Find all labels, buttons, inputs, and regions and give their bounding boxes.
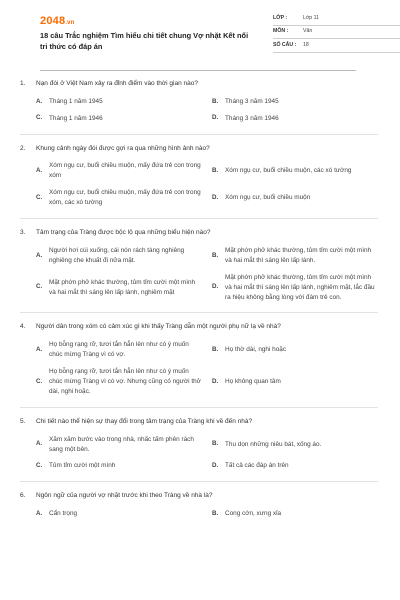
- option-text: Cong cớn, xưng xỉa: [225, 510, 282, 518]
- option-letter: B.: [212, 167, 219, 175]
- option-a[interactable]: [36, 509, 202, 519]
- question-head: [20, 418, 378, 427]
- option-text: Tất cả các đáp án trên: [225, 462, 289, 470]
- question-divider: [20, 407, 378, 408]
- question-2: [20, 145, 378, 208]
- option-letter: A.: [36, 97, 43, 105]
- option-letter: C.: [36, 114, 43, 122]
- option-letter: C.: [36, 193, 43, 201]
- option-d[interactable]: [212, 273, 378, 303]
- question-text: Tâm trạng của Tràng được bộc lộ qua những biểu hiện nào?: [36, 229, 211, 237]
- option-letter: C.: [36, 377, 43, 385]
- option-text: Xóm ngụ cư, buổi chiều muộn, mấy đứa trẻ con trong xóm, các xó tường: [49, 189, 201, 207]
- question-head: [20, 80, 378, 89]
- option-a[interactable]: [36, 246, 202, 266]
- meta-row-class: [273, 12, 400, 26]
- option-letter: B.: [212, 97, 219, 105]
- option-b[interactable]: [212, 161, 378, 181]
- option-text: Xóm ngụ cư, buổi chiều muộn, mấy đứa trẻ con trong xóm: [49, 162, 201, 180]
- option-letter: A.: [36, 167, 43, 175]
- meta-value: 18: [303, 41, 309, 48]
- option-text: Cẩn trọng: [49, 510, 78, 518]
- meta-label: MÔN :: [273, 28, 289, 35]
- question-number: 5.: [20, 417, 26, 425]
- meta-row-count: [273, 39, 400, 53]
- option-text: Tháng 3 năm 1945: [225, 97, 279, 105]
- question-5: [20, 418, 378, 472]
- option-b[interactable]: [212, 97, 378, 107]
- option-c[interactable]: [36, 273, 202, 303]
- logo-main: 2048: [40, 15, 66, 27]
- option-text: Họ bỗng rạng rỡ, tươi tắn hẳn lên như có ý muốn chúc mừng Tràng vì có vợ. Nhưng cũng có người thở dài, nghi hoặc.: [49, 368, 201, 395]
- option-letter: B.: [212, 251, 219, 259]
- option-letter: D.: [212, 462, 219, 470]
- question-head: [20, 145, 378, 154]
- question-3: [20, 229, 378, 302]
- answer-options: [20, 509, 378, 519]
- meta-value: Văn: [303, 28, 313, 35]
- question-number: 3.: [20, 229, 26, 237]
- question-number: 1.: [20, 80, 26, 87]
- option-text: Người hơi cúi xuống, cái nón rách tàng nghiêng nghiêng che khuất đi nửa mặt.: [49, 246, 185, 264]
- option-text: Mặt phớn phở khác thường, tủm tỉm cười một mình và hai mắt thì sáng lên lấp lánh, nghiêm mặt: [49, 278, 196, 296]
- option-text: Mặt phớn phở khác thường, tủm tỉm cười một mình và hai mắt thì sáng lên lấp lánh.: [225, 246, 372, 264]
- question-divider: [20, 218, 378, 219]
- option-c[interactable]: [36, 367, 202, 397]
- meta-label: LỚP :: [273, 14, 288, 21]
- option-a[interactable]: [36, 97, 202, 107]
- option-c[interactable]: [36, 188, 202, 208]
- question-head: [20, 323, 378, 332]
- question-1: [20, 80, 378, 124]
- document-meta: [273, 12, 400, 53]
- option-letter: A.: [36, 509, 43, 517]
- option-letter: D.: [212, 377, 219, 385]
- option-text: Tháng 3 năm 1946: [225, 114, 279, 122]
- option-text: Họ bỗng rạng rỡ, tươi tắn hẳn lên như có ý muốn chúc mừng Tràng vì có vợ.: [49, 341, 189, 359]
- question-divider: [20, 312, 378, 313]
- site-logo[interactable]: [40, 14, 75, 29]
- option-d[interactable]: [212, 188, 378, 208]
- meta-value: Lớp 11: [303, 14, 319, 21]
- option-letter: C.: [36, 462, 43, 470]
- question-number: 6.: [20, 492, 26, 500]
- document-header: [20, 0, 378, 74]
- option-text: Tháng 1 năm 1946: [49, 114, 103, 122]
- meta-label: SỐ CÂU :: [273, 41, 297, 48]
- option-text: Họ thờ dài, nghi hoặc: [225, 346, 287, 354]
- option-letter: A.: [36, 251, 43, 259]
- question-number: 2.: [20, 144, 26, 152]
- option-a[interactable]: [36, 340, 202, 360]
- question-head: [20, 229, 378, 238]
- question-text: Khung cảnh ngày đói được gợi ra qua những hình ảnh nào?: [36, 144, 210, 152]
- option-b[interactable]: [212, 340, 378, 360]
- option-c[interactable]: [36, 114, 202, 124]
- question-text: Ngôn ngữ của người vợ nhặt trước khi theo Tràng về nhà là?: [36, 492, 213, 500]
- option-text: Họ không quan tâm: [225, 377, 281, 385]
- document-title: 18 câu Trắc nghiệm Tìm hiểu chi tiết chung Vợ nhặt Kết nối tri thức có đáp án: [40, 31, 249, 51]
- option-b[interactable]: [212, 246, 378, 266]
- question-divider: [20, 481, 378, 482]
- option-d[interactable]: [212, 114, 378, 124]
- answer-options: [20, 435, 378, 472]
- option-a[interactable]: [36, 161, 202, 181]
- question-divider: [20, 134, 378, 135]
- question-text: Chi tiết nào thể hiện sự thay đổi trong tâm trạng của Tràng khi về đến nhà?: [36, 417, 253, 425]
- option-b[interactable]: [212, 509, 378, 519]
- option-d[interactable]: [212, 367, 378, 397]
- answer-options: [20, 161, 378, 208]
- option-text: Thu dọn những niêu bát, xống áo.: [225, 440, 322, 448]
- option-text: Xóm ngụ cư, buổi chiều muộn, các xó tường: [225, 167, 352, 175]
- option-text: Mặt phớn phở khác thường, tủm tỉm cười một mình và hai mắt thì sáng lên lấp lánh, nghiêm mặt, lắc đầu ra hiệu không bằng lòng với đám trẻ con.: [225, 273, 375, 301]
- logo-suffix: .vn: [65, 20, 75, 26]
- option-a[interactable]: [36, 435, 202, 455]
- question-6: [20, 492, 378, 519]
- option-letter: D.: [212, 193, 219, 201]
- answer-options: [20, 340, 378, 397]
- option-b[interactable]: [212, 435, 378, 455]
- meta-row-subject: [273, 26, 400, 40]
- option-letter: B.: [212, 345, 219, 353]
- question-text: Người dân trong xóm có cảm xúc gì khi thấy Tràng dẫn một người phụ nữ lạ về nhà?: [36, 323, 281, 331]
- option-d[interactable]: [212, 461, 378, 471]
- option-letter: A.: [36, 440, 43, 448]
- option-text: Tháng 1 năm 1945: [49, 97, 103, 105]
- option-c[interactable]: [36, 461, 202, 471]
- option-letter: B.: [212, 440, 219, 448]
- option-letter: B.: [212, 509, 219, 517]
- option-letter: D.: [212, 283, 219, 291]
- option-letter: C.: [36, 283, 43, 291]
- answer-options: [20, 97, 378, 124]
- header-divider: [40, 70, 356, 71]
- question-list: [20, 80, 378, 529]
- option-text: Xóm ngụ cư, buổi chiều muộn: [225, 194, 311, 202]
- question-head: [20, 492, 378, 501]
- option-text: Tủm tỉm cười một mình: [49, 462, 116, 470]
- option-text: Xăm xăm bước vào trong nhà, nhấc tấm phên rách sang một bên.: [49, 435, 194, 453]
- option-letter: D.: [212, 114, 219, 122]
- question-number: 4.: [20, 323, 26, 331]
- question-text: Nạn đói ở Việt Nam xảy ra đỉnh điểm vào thời gian nào?: [36, 80, 198, 87]
- question-4: [20, 323, 378, 396]
- answer-options: [20, 246, 378, 303]
- option-letter: A.: [36, 345, 43, 353]
